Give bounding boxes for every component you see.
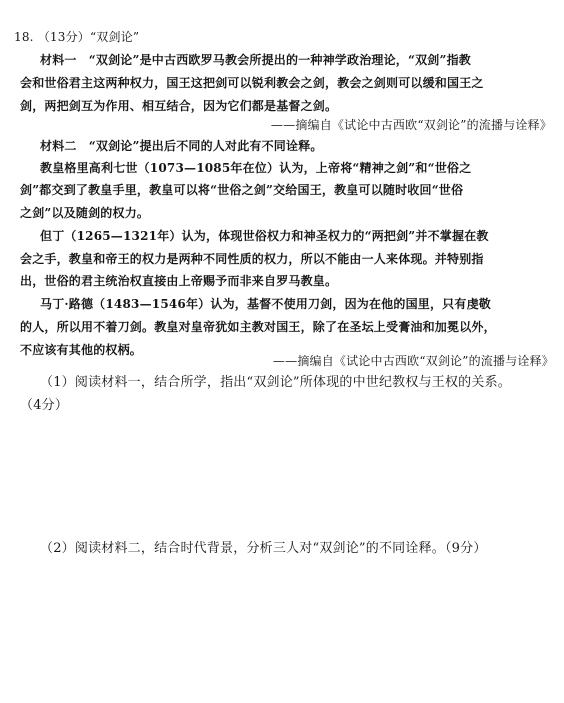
material2-line-1: 材料二 “双剑论”提出后不同的人对此有不同诠释。 [40, 139, 323, 153]
material2-line-5: 但丁（1265—1321年）认为，体现世俗权力和神圣权力的“两把剑”并不掌握在教 [40, 229, 489, 243]
material2-line-8: 马丁·路德（1483—1546年）认为，基督不使用刀剑，因为在他的国里，只有虔敬 [40, 297, 491, 311]
material2-line-6: 会之手，教皇和帝王的权力是两种不同性质的权力，所以不能由一人来体现。并特别指 [20, 252, 484, 266]
sub-question-1-line-1: （1）阅读材料一，结合所学，指出“双剑论”所体现的中世纪教权与王权的关系。 [40, 375, 511, 390]
material1-line-3: 剑，两把剑互为作用、相互结合，因为它们都是基督之剑。 [20, 99, 338, 113]
sub-question-2-line-1: （2）阅读材料二，结合时代背景，分析三人对“双剑论”的不同诠释。（9分） [40, 541, 487, 556]
material2-line-2: 教皇格里高利七世（1073—1085年在位）认为，上帝将“精神之剑”和“世俗之 [40, 161, 472, 175]
material2-line-7: 出，世俗的君主统治权直接由上帝赐予而非来自罗马教皇。 [20, 274, 338, 288]
material1-source: ——摘编自《试论中古西欧“双剑论”的流播与诠释》 [270, 118, 552, 132]
material2-line-3: 剑”都交到了教皇手里，教皇可以将“世俗之剑”交给国王，教皇可以随时收回“世俗 [20, 183, 464, 197]
material1-line-2: 会和世俗君主这两种权力，国王这把剑可以锐利教会之剑，教会之剑则可以缓和国王之 [20, 76, 484, 90]
material2-source: ——摘编自《试论中古西欧“双剑论”的流播与诠释》 [272, 354, 554, 368]
material2-line-10: 不应该有其他的权柄。 [20, 343, 143, 357]
material2-line-4: 之剑”以及随剑的权力。 [20, 206, 150, 220]
material1-line-1: 材料一 “双剑论”是中古西欧罗马教会所提出的一种神学政治理论，“双剑”指教 [40, 53, 472, 67]
material2-line-9: 的人，所以用不着刀剑。教皇对皇帝犹如主教对国王，除了在圣坛上受膏油和加冕以外， [20, 320, 496, 334]
sub-question-1-line-2: （4分） [20, 398, 69, 413]
question-header: 18. （13分）“双剑论” [14, 30, 140, 44]
